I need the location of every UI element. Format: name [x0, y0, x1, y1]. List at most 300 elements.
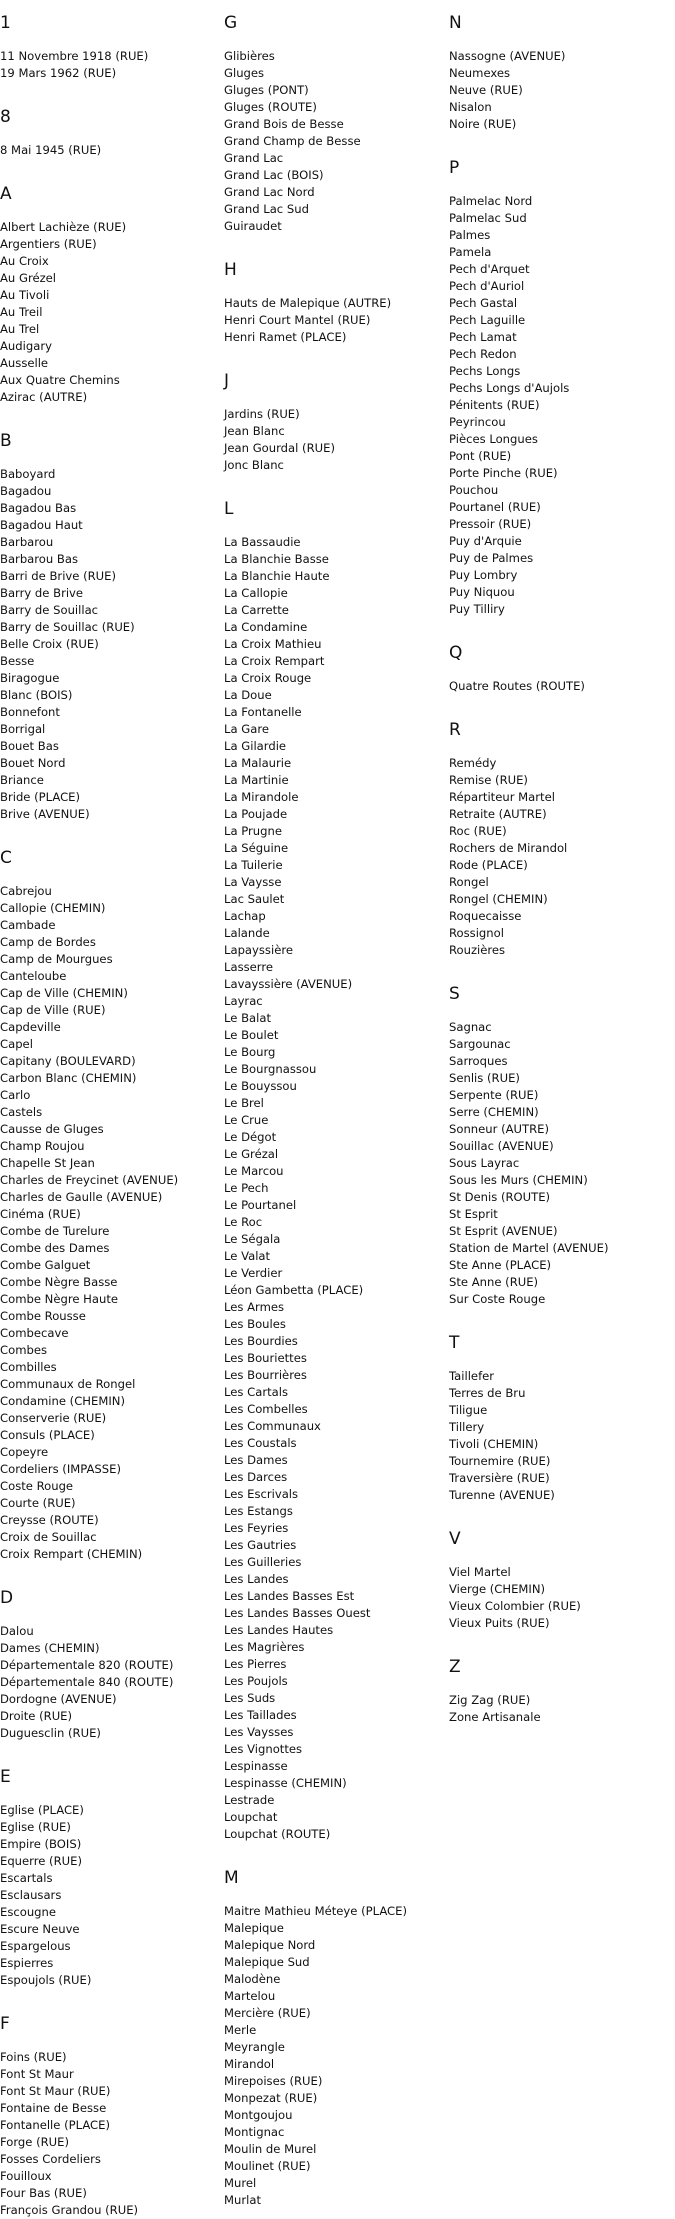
street-list	[0, 883, 220, 1563]
letter-section	[224, 1867, 444, 2209]
street-name: Bouet Bas	[0, 739, 59, 753]
street-name: Grand Lac (BOIS)	[224, 168, 324, 182]
street-name: Lac Saulet	[224, 892, 285, 906]
street-name: Grand Lac	[224, 151, 284, 165]
street-name: Fouilloux	[0, 2169, 52, 2183]
letter-section	[0, 183, 220, 430]
street-name: Moulin de Murel	[224, 2142, 317, 2156]
street-list	[449, 193, 675, 618]
street-name: Maitre Mathieu Méteye (PLACE)	[224, 1904, 407, 1918]
street-name: Grand Champ de Besse	[224, 134, 361, 148]
street-name: Dalou	[0, 1624, 34, 1638]
letter-heading: P	[449, 158, 460, 178]
street-name: Rochers de Mirandol	[449, 841, 568, 855]
letter-section	[0, 2013, 220, 2219]
street-name: Tillery	[449, 1420, 485, 1434]
street-name: Pech Gastal	[449, 296, 518, 310]
letter-heading: H	[224, 260, 237, 280]
street-name: Glibières	[224, 49, 275, 63]
street-list	[224, 295, 444, 346]
letter-section	[449, 983, 675, 1332]
street-name: Escartals	[0, 1871, 53, 1885]
street-name: Albert Lachièze (RUE)	[0, 220, 127, 234]
street-name: Cap de Ville (CHEMIN)	[0, 986, 128, 1000]
street-name: Le Bourgnassou	[224, 1062, 317, 1076]
street-name: Meyrangle	[224, 2040, 285, 2054]
street-name: Barry de Souillac	[0, 603, 99, 617]
street-name: Bride (PLACE)	[0, 790, 81, 804]
street-name: La Croix Rouge	[224, 671, 312, 685]
street-name: Les Pierres	[224, 1657, 287, 1671]
street-name: Lavayssière (AVENUE)	[224, 977, 353, 991]
street-name: Grand Bois de Besse	[224, 117, 344, 131]
street-name: Baboyard	[0, 467, 56, 481]
street-name: Pech Redon	[449, 347, 517, 361]
street-name: Malepique Sud	[224, 1955, 310, 1969]
street-name: Taillefer	[449, 1369, 495, 1383]
letter-heading: Q	[449, 643, 463, 663]
street-name: Communaux de Rongel	[0, 1377, 136, 1391]
street-name: Pech d'Auriol	[449, 279, 525, 293]
street-name: Au Tivoli	[0, 288, 50, 302]
street-name: Rongel (CHEMIN)	[449, 892, 548, 906]
street-name: Tivoli (CHEMIN)	[449, 1437, 539, 1451]
street-name: Ste Anne (RUE)	[449, 1275, 539, 1289]
street-list	[0, 219, 220, 406]
street-name: Sur Coste Rouge	[449, 1292, 546, 1306]
street-name: Les Communaux	[224, 1419, 321, 1433]
street-name: Sous les Murs (CHEMIN)	[449, 1173, 588, 1187]
street-name: Le Brel	[224, 1096, 264, 1110]
street-name: Chapelle St Jean	[0, 1156, 95, 1170]
street-name: Cordeliers (IMPASSE)	[0, 1462, 122, 1476]
street-name: Charles de Gaulle (AVENUE)	[0, 1190, 163, 1204]
street-name: La Doue	[224, 688, 272, 702]
street-name: 11 Novembre 1918 (RUE)	[0, 49, 149, 63]
street-name: Le Dégot	[224, 1130, 277, 1144]
street-name: Le Ségala	[224, 1232, 281, 1246]
letter-heading: V	[449, 1529, 461, 1549]
street-name: Pièces Longues	[449, 432, 538, 446]
street-name: Combes	[0, 1343, 48, 1357]
street-name: Fosses Cordeliers	[0, 2152, 101, 2166]
street-name: Pourtanel (RUE)	[449, 500, 541, 514]
street-name: François Grandou (RUE)	[0, 2203, 139, 2217]
street-name: Murlat	[224, 2193, 261, 2207]
street-name: Nisalon	[449, 100, 492, 114]
street-name: Belle Croix (RUE)	[0, 637, 99, 651]
street-name: Les Cartals	[224, 1385, 288, 1399]
street-list	[449, 1692, 675, 1726]
street-name: La Condamine	[224, 620, 308, 634]
street-name: Combilles	[0, 1360, 57, 1374]
street-name: Loupchat (ROUTE)	[224, 1827, 331, 1841]
street-name: Malepique	[224, 1921, 284, 1935]
street-name: Les Landes Hautes	[224, 1623, 334, 1637]
letter-section	[0, 12, 220, 106]
street-name: Cabrejou	[0, 884, 52, 898]
street-name: Lestrade	[224, 1793, 275, 1807]
street-name: Four Bas (RUE)	[0, 2186, 87, 2200]
street-name: Le Crue	[224, 1113, 269, 1127]
street-name: Bagadou	[0, 484, 52, 498]
street-name: Mirandol	[224, 2057, 275, 2071]
street-name: Les Darces	[224, 1470, 288, 1484]
street-name: Briance	[0, 773, 44, 787]
street-name: Le Pourtanel	[224, 1198, 297, 1212]
street-name: Barry de Souillac (RUE)	[0, 620, 135, 634]
street-name: Le Valat	[224, 1249, 271, 1263]
street-name: Remise (RUE)	[449, 773, 528, 787]
street-name: La Tuilerie	[224, 858, 283, 872]
letter-heading: T	[449, 1333, 460, 1353]
street-name: Martelou	[224, 1989, 276, 2003]
street-name: La Martinie	[224, 773, 289, 787]
letter-heading: A	[0, 184, 12, 204]
street-name: Répartiteur Martel	[449, 790, 555, 804]
street-index-column-1	[0, 12, 220, 2219]
street-name: Merle	[224, 2023, 257, 2037]
street-name: Les Landes Basses Est	[224, 1589, 355, 1603]
street-name: Copeyre	[0, 1445, 49, 1459]
street-name: Retraite (AUTRE)	[449, 807, 547, 821]
street-name: Tiligue	[449, 1403, 488, 1417]
street-name: Foins (RUE)	[0, 2050, 67, 2064]
street-name: Escure Neuve	[0, 1922, 80, 1936]
street-name: La Callopie	[224, 586, 288, 600]
street-name: St Denis (ROUTE)	[449, 1190, 551, 1204]
street-name: La Blanchie Basse	[224, 552, 329, 566]
street-name: Forge (RUE)	[0, 2135, 70, 2149]
street-name: La Séguine	[224, 841, 289, 855]
street-name: Fontanelle (PLACE)	[0, 2118, 110, 2132]
letter-section	[0, 106, 220, 183]
letter-heading: R	[449, 720, 461, 740]
street-list	[224, 1903, 444, 2209]
street-name: Barbarou Bas	[0, 552, 79, 566]
street-list	[449, 1368, 675, 1504]
street-name: Les Dames	[224, 1453, 288, 1467]
street-name: Rongel	[449, 875, 489, 889]
street-name: Le Verdier	[224, 1266, 283, 1280]
street-name: Puy Tilliry	[449, 602, 505, 616]
street-name: Les Landes	[224, 1572, 289, 1586]
street-name: Hauts de Malepique (AUTRE)	[224, 296, 392, 310]
street-name: Les Vaysses	[224, 1725, 294, 1739]
street-name: Dordogne (AVENUE)	[0, 1692, 117, 1706]
street-name: Bagadou Haut	[0, 518, 83, 532]
street-name: Palmes	[449, 228, 491, 242]
street-name: Aux Quatre Chemins	[0, 373, 120, 387]
street-name: Les Poujols	[224, 1674, 288, 1688]
street-name: Les Armes	[224, 1300, 285, 1314]
street-name: Pont (RUE)	[449, 449, 512, 463]
street-name: Lespinasse	[224, 1759, 288, 1773]
street-name: La Carrette	[224, 603, 289, 617]
letter-heading: G	[224, 13, 238, 33]
street-name: Espoujols (RUE)	[0, 1973, 92, 1987]
street-name: Brive (AVENUE)	[0, 807, 90, 821]
street-name: Senlis (RUE)	[449, 1071, 520, 1085]
street-name: Borrigal	[0, 722, 46, 736]
street-name: Capitany (BOULEVARD)	[0, 1054, 136, 1068]
street-name: Souillac (AVENUE)	[449, 1139, 554, 1153]
street-name: Sargounac	[449, 1037, 511, 1051]
street-name: Mirepoises (RUE)	[224, 2074, 323, 2088]
street-name: Duguesclin (RUE)	[0, 1726, 101, 1740]
street-name: Les Bourrières	[224, 1368, 307, 1382]
street-name: Guiraudet	[224, 219, 282, 233]
street-name: Les Taillades	[224, 1708, 297, 1722]
letter-heading: N	[449, 13, 462, 33]
street-list	[224, 48, 444, 235]
letter-section	[224, 12, 444, 259]
street-name: Sarroques	[449, 1054, 508, 1068]
street-name: Callopie (CHEMIN)	[0, 901, 106, 915]
street-name: Puy Niquou	[449, 585, 515, 599]
street-name: Espargelous	[0, 1939, 71, 1953]
letter-heading: F	[0, 2014, 10, 2034]
street-name: Consuls (PLACE)	[0, 1428, 95, 1442]
street-list	[0, 1623, 220, 1742]
street-name: Croix de Souillac	[0, 1530, 97, 1544]
street-name: Lapayssière	[224, 943, 293, 957]
street-name: Viel Martel	[449, 1565, 511, 1579]
street-list	[0, 48, 220, 82]
street-name: Roquecaisse	[449, 909, 522, 923]
street-name: Loupchat	[224, 1810, 278, 1824]
street-name: Pechs Longs	[449, 364, 521, 378]
letter-section	[449, 642, 675, 719]
street-name: Les Guilleries	[224, 1555, 302, 1569]
street-name: Audigary	[0, 339, 52, 353]
letter-heading: D	[0, 1588, 14, 1608]
street-name: Remédy	[449, 756, 497, 770]
street-name: Les Bourdies	[224, 1334, 298, 1348]
street-name: Barry de Brive	[0, 586, 84, 600]
street-name: Besse	[0, 654, 35, 668]
street-name: Au Croix	[0, 254, 49, 268]
street-name: Jonc Blanc	[224, 458, 284, 472]
street-name: Vieux Colombier (RUE)	[449, 1599, 581, 1613]
street-name: Vieux Puits (RUE)	[449, 1616, 550, 1630]
street-name: St Esprit (AVENUE)	[449, 1224, 558, 1238]
street-name: Cambade	[0, 918, 56, 932]
street-list	[224, 406, 444, 474]
street-list	[0, 466, 220, 823]
street-name: Cap de Ville (RUE)	[0, 1003, 106, 1017]
letter-section	[449, 1332, 675, 1528]
street-name: La Gilardie	[224, 739, 287, 753]
street-name: Les Escrivals	[224, 1487, 299, 1501]
street-name: Mercière (RUE)	[224, 2006, 311, 2020]
letter-heading: C	[0, 848, 12, 868]
street-name: Jardins (RUE)	[224, 407, 300, 421]
street-name: Monpezat (RUE)	[224, 2091, 318, 2105]
street-name: Lespinasse (CHEMIN)	[224, 1776, 347, 1790]
street-name: Pamela	[449, 245, 492, 259]
street-name: La Blanchie Haute	[224, 569, 330, 583]
street-name: Charles de Freycinet (AVENUE)	[0, 1173, 179, 1187]
street-name: Combe Rousse	[0, 1309, 86, 1323]
street-name: Grand Lac Sud	[224, 202, 309, 216]
street-name: Combe Nègre Basse	[0, 1275, 118, 1289]
street-index-column-2	[224, 12, 444, 2209]
street-name: Cinéma (RUE)	[0, 1207, 81, 1221]
street-name: Jean Gourdal (RUE)	[224, 441, 335, 455]
street-name: Au Treil	[0, 305, 43, 319]
street-name: Pressoir (RUE)	[449, 517, 532, 531]
street-name: Combecave	[0, 1326, 69, 1340]
letter-section	[0, 847, 220, 1587]
street-name: Léon Gambetta (PLACE)	[224, 1283, 364, 1297]
street-name: Condamine (CHEMIN)	[0, 1394, 125, 1408]
street-name: Jean Blanc	[224, 424, 285, 438]
street-name: Grand Lac Nord	[224, 185, 315, 199]
street-name: Combe des Dames	[0, 1241, 110, 1255]
street-list	[0, 1802, 220, 1989]
street-name: Empire (BOIS)	[0, 1837, 82, 1851]
street-name: 19 Mars 1962 (RUE)	[0, 66, 117, 80]
street-name: Les Gautries	[224, 1538, 297, 1552]
street-name: Font St Maur (RUE)	[0, 2084, 111, 2098]
letter-section	[0, 1587, 220, 1766]
street-name: Turenne (AVENUE)	[449, 1488, 555, 1502]
street-name: Rode (PLACE)	[449, 858, 528, 872]
street-name: Croix Rempart (CHEMIN)	[0, 1547, 143, 1561]
street-name: Le Boulet	[224, 1028, 279, 1042]
street-name: La Poujade	[224, 807, 288, 821]
street-name: La Fontanelle	[224, 705, 302, 719]
street-name: Courte (RUE)	[0, 1496, 76, 1510]
street-name: Montgoujou	[224, 2108, 293, 2122]
street-name: Fontaine de Besse	[0, 2101, 107, 2115]
street-name: Lasserre	[224, 960, 273, 974]
street-name: Lalande	[224, 926, 270, 940]
street-name: Combe Nègre Haute	[0, 1292, 119, 1306]
street-name: Moulinet (RUE)	[224, 2159, 311, 2173]
street-name: Pechs Longs d'Aujols	[449, 381, 570, 395]
street-name: Serre (CHEMIN)	[449, 1105, 539, 1119]
street-name: Eglise (PLACE)	[0, 1803, 84, 1817]
letter-heading: S	[449, 984, 460, 1004]
street-name: Escougne	[0, 1905, 57, 1919]
street-name: Ste Anne (PLACE)	[449, 1258, 552, 1272]
street-name: Conserverie (RUE)	[0, 1411, 107, 1425]
street-name: Camp de Mourgues	[0, 952, 113, 966]
street-name: Le Roc	[224, 1215, 263, 1229]
letter-section	[449, 157, 675, 642]
street-name: La Prugne	[224, 824, 282, 838]
street-name: Les Magrières	[224, 1640, 305, 1654]
street-name: Les Combelles	[224, 1402, 308, 1416]
street-name: La Vaysse	[224, 875, 282, 889]
street-name: Départementale 820 (ROUTE)	[0, 1658, 174, 1672]
street-name: Palmelac Nord	[449, 194, 533, 208]
street-name: Malodène	[224, 1972, 281, 1986]
street-list	[0, 2049, 220, 2219]
street-name: Le Pech	[224, 1181, 269, 1195]
street-name: La Bassaudie	[224, 535, 301, 549]
street-name: Les Estangs	[224, 1504, 293, 1518]
street-name: Serpente (RUE)	[449, 1088, 539, 1102]
street-name: Pech Lamat	[449, 330, 517, 344]
street-name: Combe Galguet	[0, 1258, 91, 1272]
street-name: Les Bouriettes	[224, 1351, 307, 1365]
street-name: Gluges (PONT)	[224, 83, 309, 97]
street-name: Traversière (RUE)	[449, 1471, 550, 1485]
letter-section	[0, 430, 220, 847]
letter-heading: B	[0, 431, 12, 451]
letter-heading: Z	[449, 1657, 461, 1677]
street-name: Neuve (RUE)	[449, 83, 523, 97]
street-index-column-3	[449, 12, 675, 1726]
street-name: Zig Zag (RUE)	[449, 1693, 531, 1707]
street-name: Carbon Blanc (CHEMIN)	[0, 1071, 137, 1085]
street-name: Quatre Routes (ROUTE)	[449, 679, 585, 693]
street-name: Les Vignottes	[224, 1742, 303, 1756]
street-name: Les Coustals	[224, 1436, 297, 1450]
street-name: Au Trel	[0, 322, 40, 336]
street-name: Combe de Turelure	[0, 1224, 110, 1238]
street-name: Neumexes	[449, 66, 511, 80]
street-name: Puy Lombry	[449, 568, 518, 582]
street-name: Rossignol	[449, 926, 504, 940]
street-name: Pouchou	[449, 483, 499, 497]
street-list	[449, 48, 675, 133]
letter-section	[224, 370, 444, 498]
street-name: Les Landes Basses Ouest	[224, 1606, 371, 1620]
street-name: Layrac	[224, 994, 263, 1008]
letter-section	[224, 259, 444, 370]
letter-section	[449, 12, 675, 157]
street-name: 8 Mai 1945 (RUE)	[0, 143, 102, 157]
street-name: Station de Martel (AVENUE)	[449, 1241, 609, 1255]
street-name: La Malaurie	[224, 756, 292, 770]
street-name: Droite (RUE)	[0, 1709, 73, 1723]
street-name: Terres de Bru	[449, 1386, 526, 1400]
street-name: Les Suds	[224, 1691, 276, 1705]
street-list	[449, 1019, 675, 1308]
street-name: Creysse (ROUTE)	[0, 1513, 99, 1527]
street-name: Argentiers (RUE)	[0, 237, 97, 251]
street-name: Vierge (CHEMIN)	[449, 1582, 546, 1596]
letter-heading: 1	[0, 13, 11, 33]
street-name: Gluges (ROUTE)	[224, 100, 317, 114]
letter-section	[449, 1528, 675, 1656]
street-name: Espierres	[0, 1956, 54, 1970]
street-name: Castels	[0, 1105, 43, 1119]
street-name: Bagadou Bas	[0, 501, 77, 515]
street-name: Ausselle	[0, 356, 49, 370]
street-name: Départementale 840 (ROUTE)	[0, 1675, 174, 1689]
street-name: Bonnefont	[0, 705, 60, 719]
street-name: Blanc (BOIS)	[0, 688, 73, 702]
letter-section	[449, 719, 675, 983]
street-name: Sonneur (AUTRE)	[449, 1122, 550, 1136]
street-name: Le Bourg	[224, 1045, 276, 1059]
street-name: Camp de Bordes	[0, 935, 96, 949]
street-name: Pech d'Arquet	[449, 262, 530, 276]
street-name: Font St Maur	[0, 2067, 74, 2081]
street-name: Henri Ramet (PLACE)	[224, 330, 347, 344]
street-name: Bouet Nord	[0, 756, 66, 770]
street-name: Azirac (AUTRE)	[0, 390, 88, 404]
street-name: Murel	[224, 2176, 257, 2190]
street-name: Montignac	[224, 2125, 285, 2139]
street-name: Malepique Nord	[224, 1938, 316, 1952]
street-name: Eglise (RUE)	[0, 1820, 71, 1834]
